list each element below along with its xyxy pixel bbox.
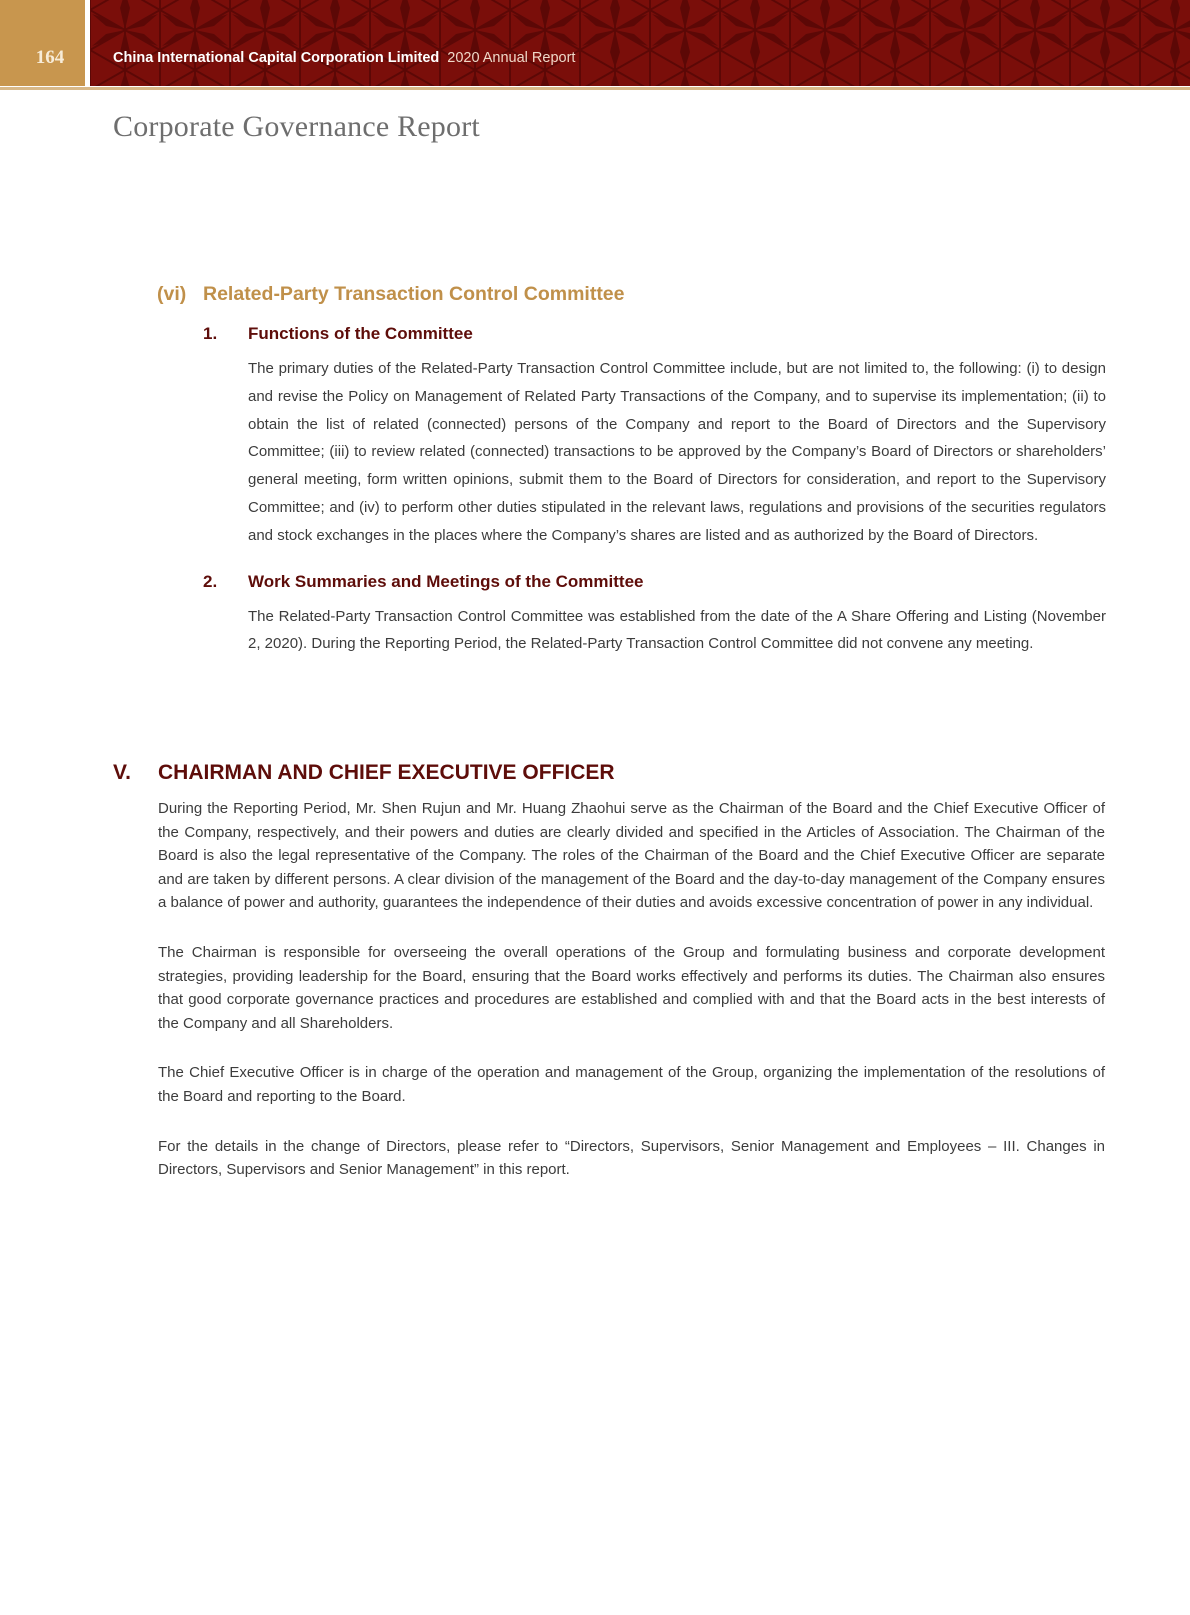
header-title bbox=[113, 49, 575, 67]
paragraph: The Chief Executive Officer is in charge of the operation and management of the Group, organizing the implementation of the resolutions of the Board and reporting to the Board. bbox=[158, 1064, 1105, 1105]
page-number: 164 bbox=[35, 47, 65, 68]
page-number-box bbox=[0, 0, 85, 86]
page-title: Corporate Governance Report bbox=[113, 110, 480, 143]
header-banner bbox=[90, 0, 1190, 86]
item-heading-work-summaries bbox=[203, 572, 1107, 592]
paragraph: During the Reporting Period, Mr. Shen Rujun and Mr. Huang Zhaohui serve as the Chairman of the Board and the Chief Executive Officer of the Company, respectively, and their powers and duties are clearly divided and specified in the Articles of Association. The Chairman of the Board is also the legal representative of the Company. The roles of the Chairman of the Board and the Chief Executive Officer are separate and are taken by different persons. A clear division of the management of the Board and the day-to-day management of the Company ensures a balance of power and authority, guarantees the independence of their duties and avoids excessive concentration of power in any individual. bbox=[158, 800, 1105, 912]
item-number: 1. bbox=[203, 324, 218, 343]
item-body-work-summaries: The Related-Party Transaction Control Committee was established from the date of the A Share Offering and Listing (November 2, 2020). During the Reporting Period, the Related-Party Transaction Control Committee did not convene any meeting. bbox=[248, 607, 1106, 653]
section-number: V. bbox=[113, 761, 131, 784]
company-name: China International Capital Corporation Limited bbox=[113, 50, 440, 66]
item-number: 2. bbox=[203, 571, 218, 591]
paragraph: For the details in the change of Directors, please refer to “Directors, Supervisors, Senior Management and Employees – III. Changes in Directors, Supervisors and Senior Management” in this report. bbox=[158, 1137, 1105, 1179]
page-header bbox=[0, 0, 1190, 86]
asanoha-pattern-icon bbox=[90, 0, 1190, 86]
item-heading-functions bbox=[203, 324, 1107, 344]
report-name: 2020 Annual Report bbox=[447, 50, 576, 66]
item-body-functions: The primary duties of the Related-Party Transaction Control Committee include, but are not limited to, the following: (i) to design and revise the Policy on Management of Related Party Transactions of the Company, and to supervise its implementation; (ii) to obtain the list of related (connected) persons of the Company and report to the Board of Directors and the Supervisory Committee; (iii) to review related (connected) transactions to be approved by the Company’s Board of Directors or shareholders’ general meeting, form written opinions, submit them to the Board of Directors for consideration, and report to the Supervisory Committee; and (iv) to perform other duties stipulated in the relevant laws, regulations and provisions of the securities regulators and stock exchanges in the places where the Company’s shares are listed and as authorized by the Board of Directors. bbox=[248, 360, 1106, 544]
section-title: CHAIRMAN AND CHIEF EXECUTIVE OFFICER bbox=[158, 761, 615, 784]
section-heading bbox=[113, 761, 1113, 785]
header-rule bbox=[0, 86, 1190, 90]
item-title: Work Summaries and Meetings of the Committee bbox=[248, 571, 644, 591]
section-related-party-committee bbox=[157, 283, 1107, 658]
section-title: Related-Party Transaction Control Committee bbox=[203, 283, 625, 305]
section-heading bbox=[157, 283, 1107, 306]
paragraph: The Chairman is responsible for overseeing the overall operations of the Group and formulating business and corporate development strategies, providing leadership for the Board, ensuring that the Board works effectively and performs its duties. The Chairman also ensures that good corporate governance practices and procedures are established and complied with and that the Board acts in the best interests of the Company and all Shareholders. bbox=[158, 943, 1105, 1032]
section-chairman-ceo bbox=[113, 761, 1113, 1182]
section-number: (vi) bbox=[157, 283, 187, 305]
item-title: Functions of the Committee bbox=[248, 324, 473, 343]
